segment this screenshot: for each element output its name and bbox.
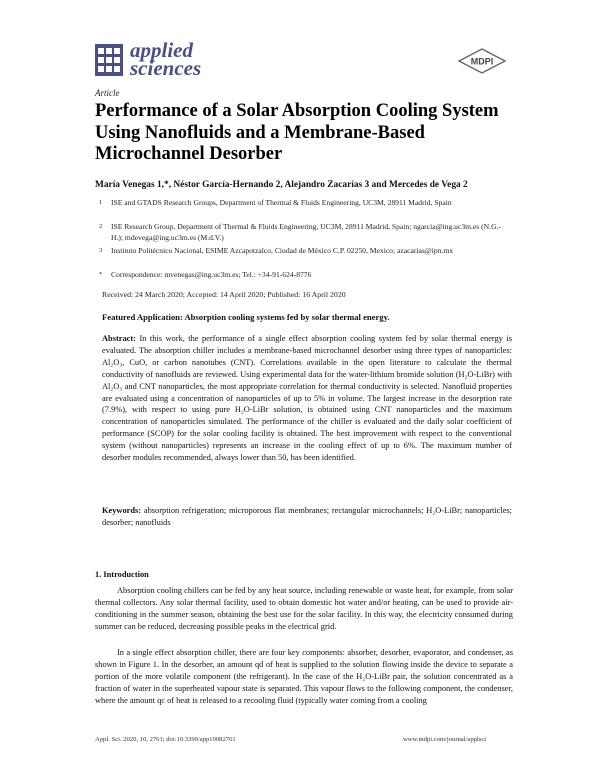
affiliation-text: ISE Research Group, Department of Thermal & Fluids Engineering, UC3M, 28911 Madrid, Spain; ngarcia@ing.uc3m.es (N.G.-H.); mdevega@ing.uc3m.es (M.d.V.) bbox=[111, 222, 501, 242]
journal-name-line1: applied bbox=[130, 38, 193, 62]
affiliation-text: ISE and GTADS Research Groups, Department of Thermal & Fluids Engineering, UC3M, 28911 Madrid, Spain bbox=[111, 198, 452, 207]
affiliation-1 bbox=[95, 198, 515, 219]
affiliation-mark: 2 bbox=[99, 223, 103, 230]
featured-application: Featured Application: Absorption cooling systems fed by solar thermal energy. bbox=[102, 312, 390, 322]
abstract bbox=[102, 333, 512, 464]
abstract-label: Abstract: bbox=[102, 334, 136, 343]
footer-url[interactable]: www.mdpi.com/journal/applsci bbox=[403, 736, 487, 743]
abstract-text: In this work, the performance of a single effect absorption cooling system fed by solar thermal energy is evaluated. The absorption chiller includes a membrane-based microchannel desorber using three types of nanoparticles: Al₂O₃, CuO, or carbon nanotubes (CNT). Correlations available in the open literature to calculate the thermal conductivity of nanofluids are reviewed. Using experimental data for the water-lithium bromide solution (H₂O-LiBr) with Al₂O₃ and CNT nanoparticles, the most appropriate correlation for thermal conductivity is selected. Nanofluid properties are evaluated using a concentration of nanoparticles of up to 5% in volume. The largest increase in the desorption rate (7.9%), with respect to using pure H₂O-LiBr solution, is obtained using CNT nanoparticles and the maximum concentration of nanoparticles simulated. The performance of the chiller is evaluated and the daily solar coefficient of performance (SCOP) for the solar cooling facility is obtained. The best improvement with respect to the conventional system (without nanoparticles) represents an increase in the cooling effect of up to 6%. The maximum number of desorber modules recommended, always lower than 50, has been identified. bbox=[102, 334, 513, 463]
journal-name bbox=[130, 38, 202, 80]
affiliation-text: Instituto Politécnico Nacional, ESIME Azcapotzalco, Ciudad de México C.P. 02250, Mexico; azacarias@ipn.mx bbox=[111, 246, 454, 255]
keywords-text: absorption refrigeration; microporous flat membranes; rectangular microchannels; H₂O-LiBr; nanoparticles; desorber; nanofluids bbox=[102, 506, 512, 527]
author-list: María Venegas 1,*, Néstor García-Hernando 2, Alejandro Zacarías 3 and Mercedes de Vega 2 bbox=[95, 180, 468, 190]
correspondence bbox=[95, 270, 515, 281]
affiliation-3 bbox=[95, 246, 515, 267]
footer-citation: Appl. Sci. 2020, 10, 2761; doi:10.3390/app10082761 bbox=[95, 736, 236, 743]
keywords-label: Keywords: bbox=[102, 506, 142, 515]
affiliation-mark: 3 bbox=[99, 247, 103, 254]
paper-title: Performance of a Solar Absorption Cooling System Using Nanofluids and a Membrane-Based Microchannel Desorber bbox=[95, 101, 499, 164]
publication-dates: Received: 24 March 2020; Accepted: 14 April 2020; Published: 16 April 2020 bbox=[102, 290, 346, 299]
intro-paragraph-2: In a single effect absorption chiller, there are four key components: absorber, desorber, evaporator, and condenser, as shown in Figure 1. In the desorber, an amount qd of heat is supplied to the solution flowing inside the device to separate a portion of the more volatile component (the refrigerant). In the case of the H₂O-LiBr pair, the solution concentrated as a fraction of water in the superheated vapour state is separated. This vapour flows to the following component, the condenser, where the amount qc of heat is released to a recooling fluid (typically water coming from a cooling bbox=[95, 648, 513, 705]
mdpi-logo-text: MDPI bbox=[470, 56, 494, 67]
journal-logo-icon bbox=[95, 44, 123, 76]
affiliation-2 bbox=[95, 222, 515, 243]
keywords bbox=[102, 505, 512, 529]
section-heading: 1. Introduction bbox=[95, 570, 149, 579]
affiliation-mark: 1 bbox=[99, 199, 103, 206]
intro-paragraph-1: Absorption cooling chillers can be fed by any heat source, including renewable or waste heat, for example, from solar thermal collectors. Any solar thermal facility, used to obtain domestic hot water and/or heating, can be used to provide air-conditioning in the summer season, obtaining the best use for the solar facility. In this way, the electricity consumed during summer can be reduced, decreasing possible peaks in the electrical grid. bbox=[95, 586, 513, 631]
affiliation-text: Correspondence: mvenegas@ing.uc3m.es; Tel.: +34-91-624-8776 bbox=[111, 270, 312, 279]
affiliation-mark: * bbox=[99, 271, 103, 278]
article-type: Article bbox=[95, 88, 120, 98]
mdpi-logo-icon bbox=[457, 48, 507, 74]
journal-name-line2: sciences bbox=[130, 56, 202, 80]
